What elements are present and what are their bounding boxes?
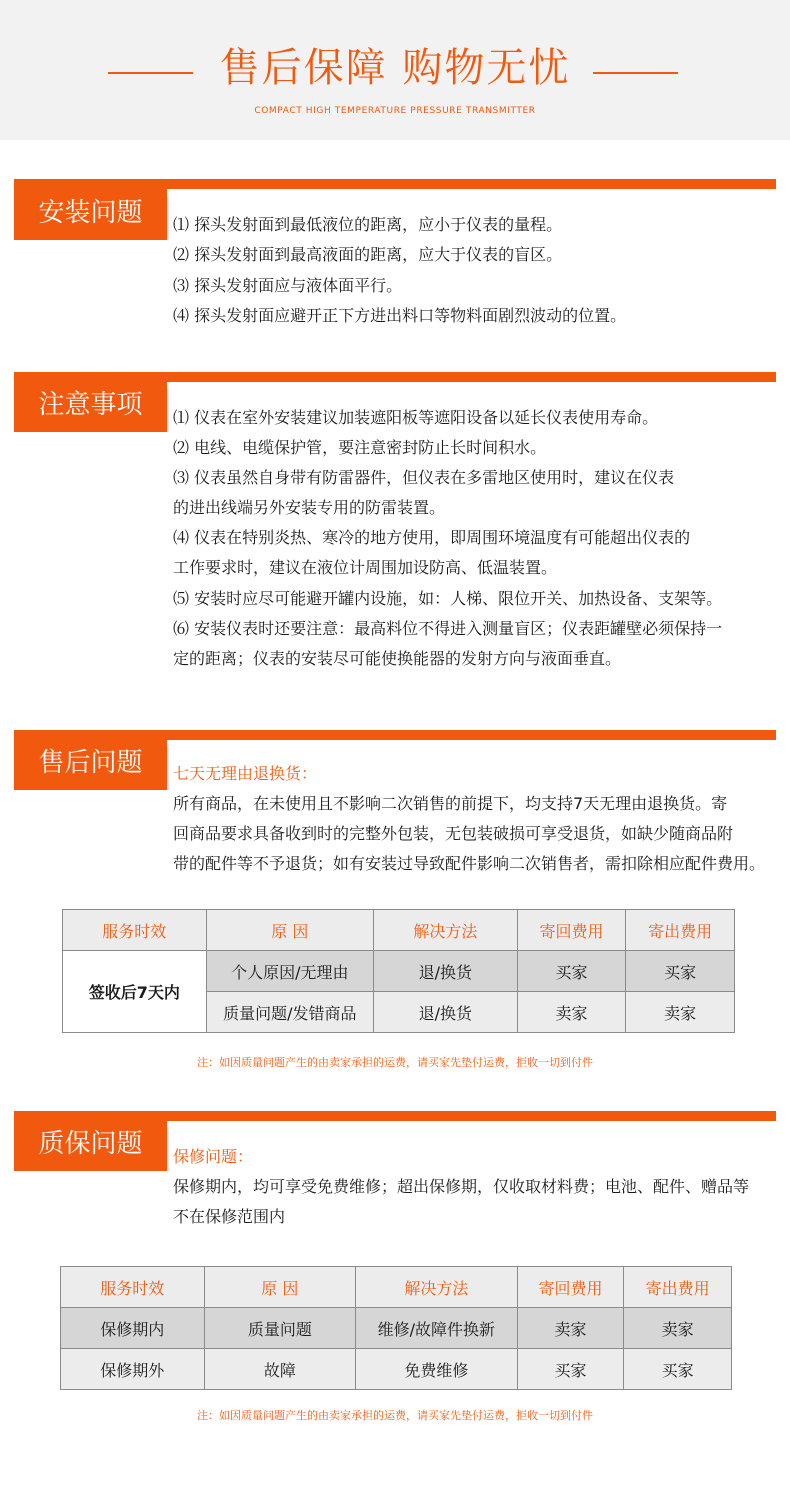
warranty-line-1: 保修期内，均可享受免费维修；超出保修期，仅收取材料费；电池、配件、赠品等 <box>173 1177 750 1196</box>
header-solution: 解决方法 <box>374 910 518 951</box>
notes-line-3: ⑶ 仪表虽然自身带有防雷器件，但仪表在多雷地区使用时，建议在仪表 <box>173 468 675 487</box>
cell-reason: 质量问题 <box>204 1308 356 1349</box>
notes-line-6: 工作要求时，建议在液位计周围加设防高、低温装置。 <box>173 558 558 577</box>
title-right: 购物无忧 <box>402 45 571 91</box>
cell-send-fee: 卖家 <box>626 992 735 1033</box>
notes-line-9: 定的距离；仪表的安装尽可能使换能器的发射方向与液面垂直。 <box>173 649 622 668</box>
warranty-note: 注：如因质量问题产生的由卖家承担的运费，请买家先垫付运费，拒收一切到付件 <box>197 1409 593 1422</box>
notes-line-8: ⑹ 安装仪表时还要注意：最高料位不得进入测量盲区；仪表距罐壁必须保持一 <box>173 619 723 638</box>
header-send-fee: 寄出费用 <box>626 910 735 951</box>
header-service-period: 服务时效 <box>63 910 207 951</box>
aftersale-line-2: 回商品要求具备收到时的完整外包装，无包装破损可享受退货，如缺少随商品附 <box>173 824 734 843</box>
hero-banner <box>0 0 790 140</box>
table-row <box>63 951 735 992</box>
cell-solution: 维修/故障件换新 <box>356 1308 518 1349</box>
header-send-fee: 寄出费用 <box>624 1267 732 1308</box>
cell-reason: 个人原因/无理由 <box>206 951 373 992</box>
aftersale-line-1: 所有商品，在未使用且不影响二次销售的前提下，均支持7天无理由退换货。寄 <box>173 794 728 813</box>
notes-section-tab: 注意事项 <box>14 379 167 432</box>
cell-return-fee: 买家 <box>517 1349 624 1390</box>
install-line-1: ⑴ 探头发射面到最低液位的距离，应小于仪表的量程。 <box>173 215 563 234</box>
title-left: 售后保障 <box>219 45 388 91</box>
cell-service-period: 保修期内 <box>61 1308 205 1349</box>
table-header-row <box>61 1267 732 1308</box>
install-line-3: ⑶ 探头发射面应与液体面平行。 <box>173 276 403 295</box>
cell-send-fee: 买家 <box>626 951 735 992</box>
cell-solution: 免费维修 <box>356 1349 518 1390</box>
warranty-line-2: 不在保修范围内 <box>173 1207 286 1226</box>
aftersale-line-3: 带的配件等不予退货；如有安装过导致配件影响二次销售者，需扣除相应配件费用。 <box>173 854 766 873</box>
header-return-fee: 寄回费用 <box>517 910 626 951</box>
notes-line-7: ⑸ 安装时应尽可能避开罐内设施，如：人梯、限位开关、加热设备、支架等。 <box>173 589 723 608</box>
cell-solution: 退/换货 <box>374 992 518 1033</box>
notes-line-1: ⑴ 仪表在室外安装建议加装遮阳板等遮阳设备以延长仪表使用寿命。 <box>173 408 659 427</box>
install-line-2: ⑵ 探头发射面到最高液面的距离，应大于仪表的盲区。 <box>173 245 563 264</box>
notes-line-2: ⑵ 电线、电缆保护管，要注意密封防止长时间积水。 <box>173 438 547 457</box>
cell-solution: 退/换货 <box>374 951 518 992</box>
header-reason: 原 因 <box>204 1267 356 1308</box>
aftersale-section-tab: 售后问题 <box>14 737 167 790</box>
install-section-tab: 安装问题 <box>14 187 167 240</box>
cell-service-period: 保修期外 <box>61 1349 205 1390</box>
cell-reason: 质量问题/发错商品 <box>206 992 373 1033</box>
warranty-section-tab: 质保问题 <box>14 1118 167 1171</box>
header-solution: 解决方法 <box>356 1267 518 1308</box>
install-line-4: ⑷ 探头发射面应避开正下方进出料口等物料面剧烈波动的位置。 <box>173 306 627 325</box>
notes-line-5: ⑷ 仪表在特别炎热、寒冷的地方使用，即周围环境温度有可能超出仪表的 <box>173 528 691 547</box>
cell-return-fee: 卖家 <box>517 992 626 1033</box>
table-header-row <box>63 910 735 951</box>
aftersale-table <box>62 909 735 1033</box>
cell-send-fee: 买家 <box>624 1349 732 1390</box>
cell-reason: 故障 <box>204 1349 356 1390</box>
header-return-fee: 寄回费用 <box>517 1267 624 1308</box>
warranty-subhead: 保修问题： <box>173 1147 254 1166</box>
aftersale-note: 注：如因质量问题产生的由卖家承担的运费，请买家先垫付运费，拒收一切到付件 <box>197 1056 593 1069</box>
table-row <box>61 1308 732 1349</box>
cell-send-fee: 卖家 <box>624 1308 732 1349</box>
notes-line-4: 的进出线端另外安装专用的防雷装置。 <box>173 498 446 517</box>
table-row <box>61 1349 732 1390</box>
warranty-table <box>60 1266 732 1390</box>
header-reason: 原 因 <box>206 910 373 951</box>
header-service-period: 服务时效 <box>61 1267 205 1308</box>
page-subtitle: COMPACT HIGH TEMPERATURE PRESSURE TRANSMITTER <box>254 106 536 116</box>
aftersale-subhead: 七天无理由退换货： <box>173 764 318 783</box>
page-title <box>0 38 790 98</box>
merged-service-period: 签收后7天内 <box>63 951 207 1033</box>
cell-return-fee: 买家 <box>517 951 626 992</box>
cell-return-fee: 卖家 <box>517 1308 624 1349</box>
